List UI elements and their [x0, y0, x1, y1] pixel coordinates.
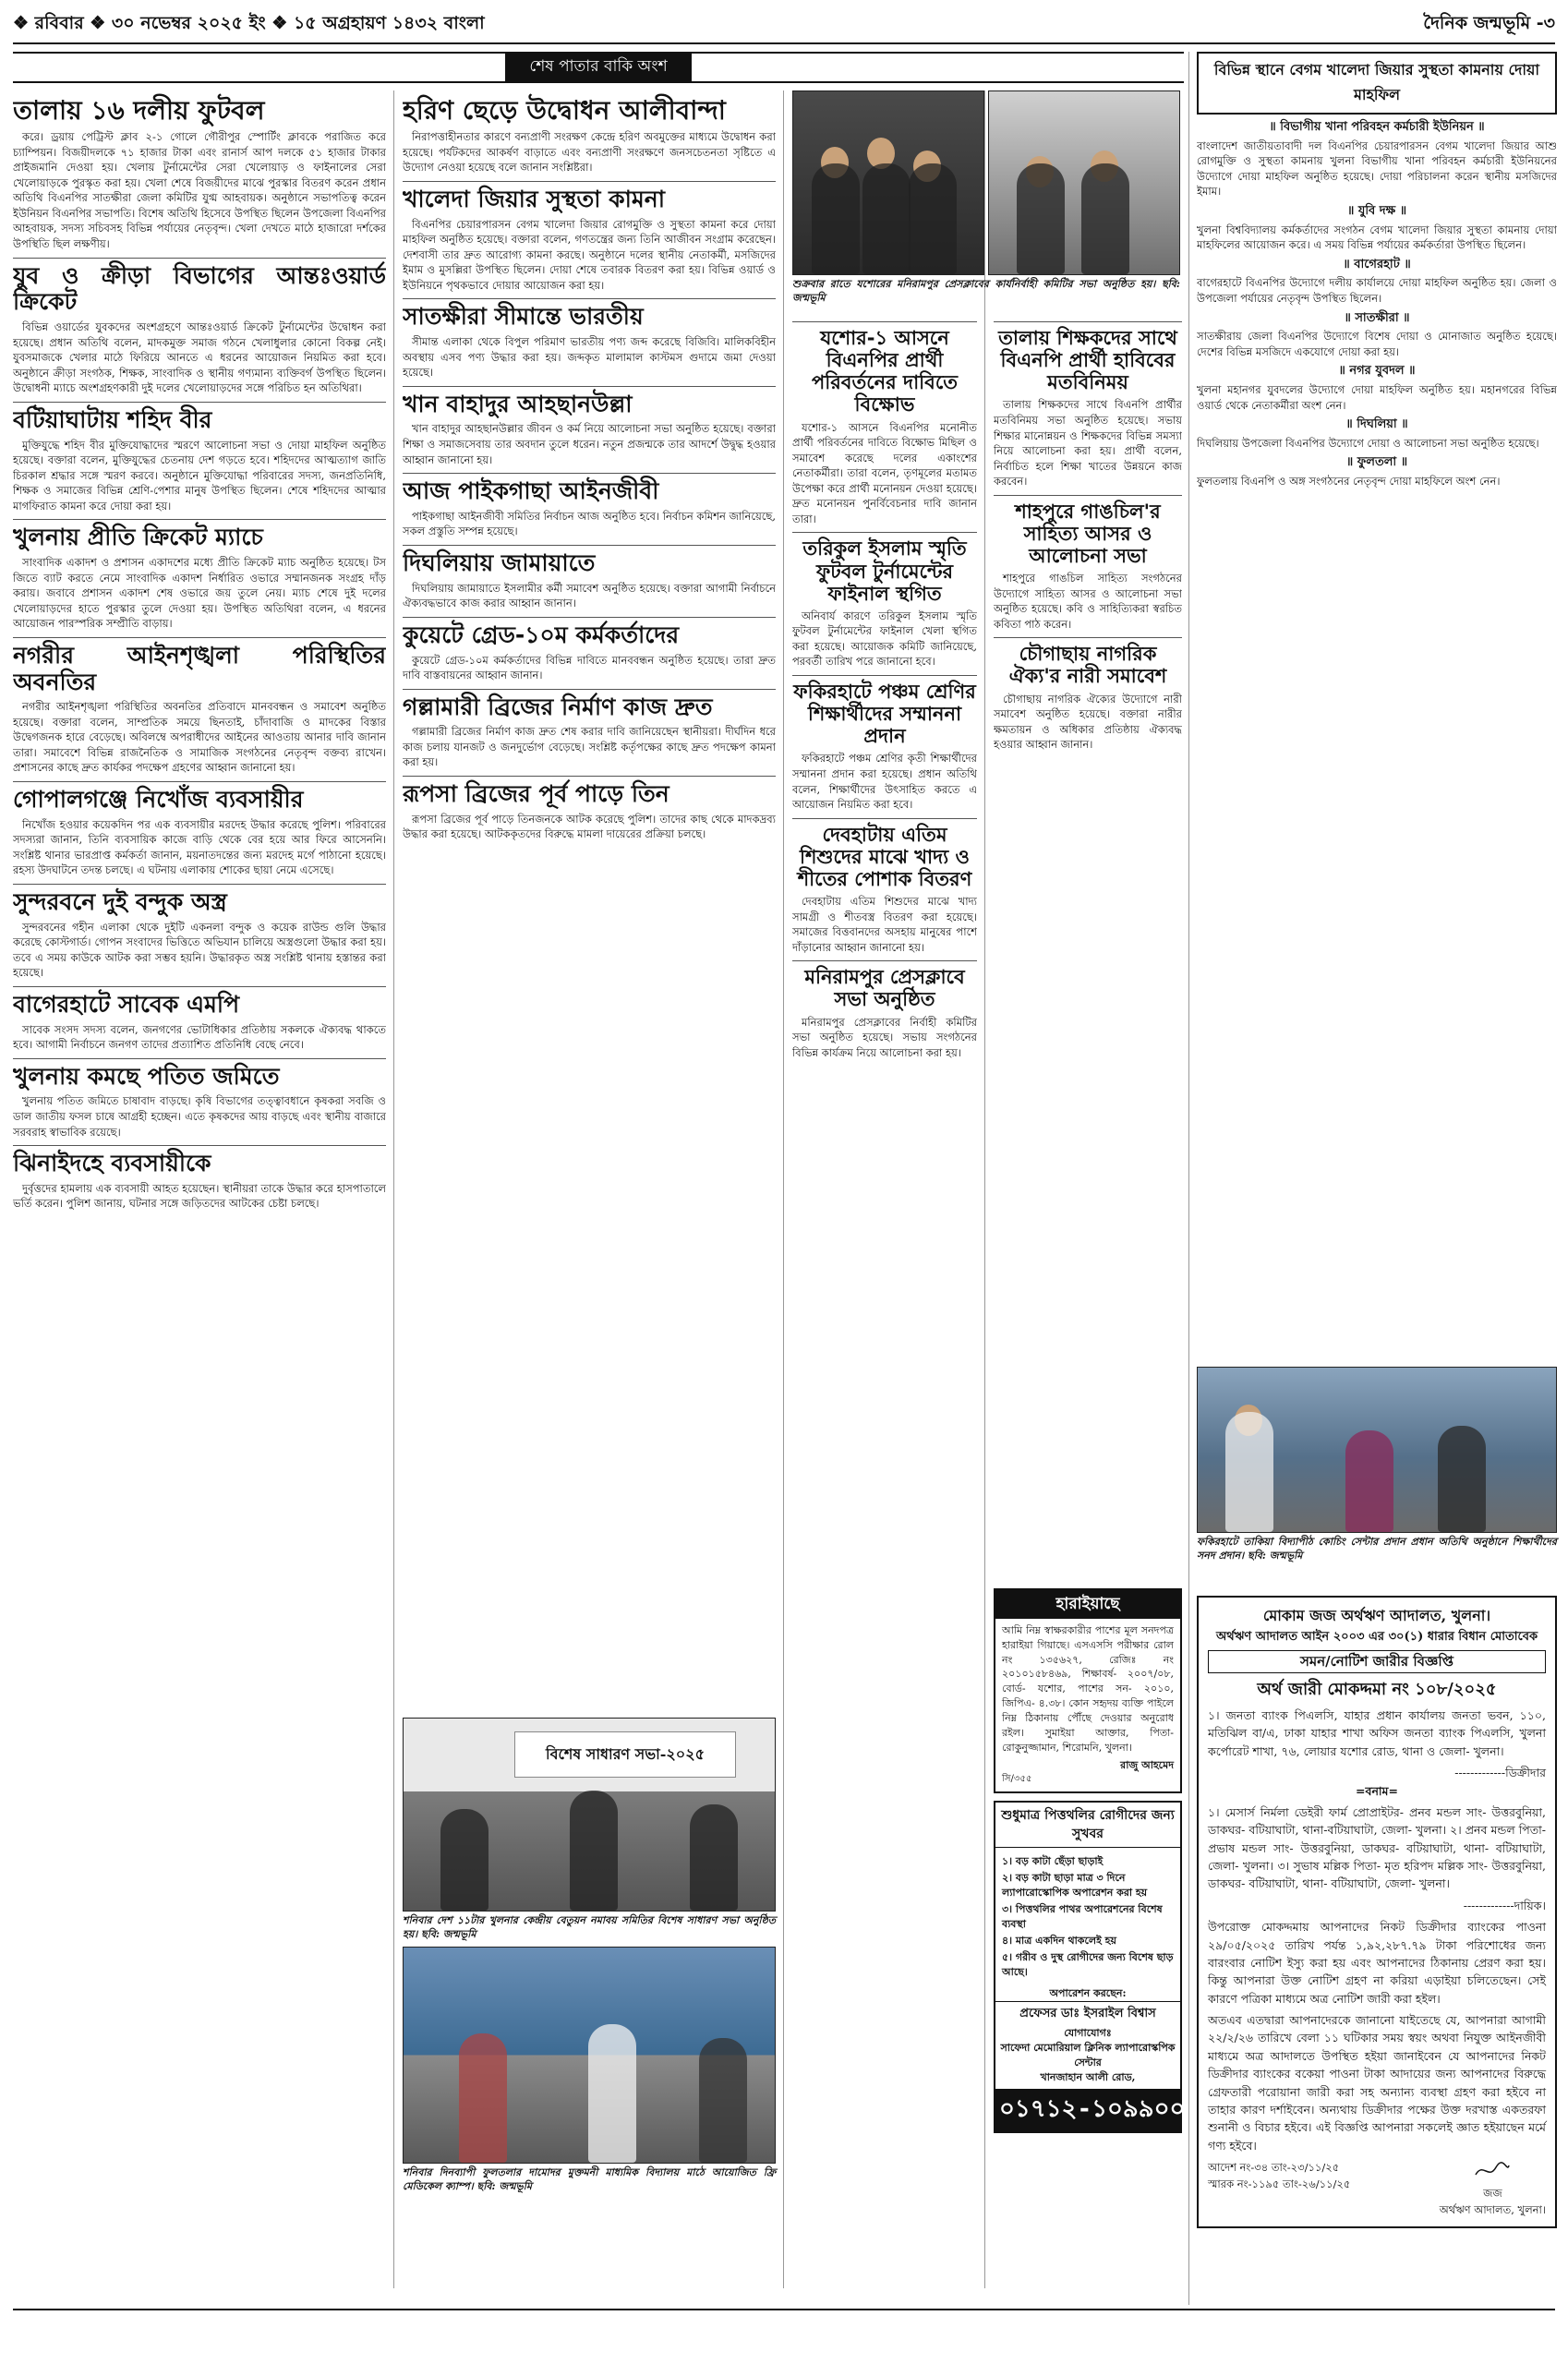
section-body: বাগেরহাটে বিএনপির উদ্যোগে দলীয় কার্যালয়ে দোয়া মাহফিল অনুষ্ঠিত হয়। জেলা ও উপজেলা পর্যায়ের নেতৃবৃন্দ উপস্থিত ছিলেন। [1197, 276, 1557, 305]
meeting-photo [403, 1718, 776, 1912]
lost-code: সি/৩৫৫ [1002, 1774, 1032, 1785]
person-figure [459, 2033, 507, 2163]
headline: মনিরামপুর প্রেসক্লাবে সভা অনুষ্ঠিত [792, 960, 977, 1010]
headline: তরিকুল ইসলাম স্মৃতি ফুটবল টুর্নামেন্টের ফাইনাল স্থগিত [792, 532, 977, 604]
column-3 [792, 316, 977, 2288]
article [403, 298, 776, 380]
article [994, 637, 1182, 752]
section-body: সাতক্ষীরায় জেলা বিএনপির উদ্যোগে বিশেষ দোয়া ও মোনাজাত অনুষ্ঠিত হয়েছে। দেশের বিভিন্ন মসজিদে একযোগে দোয়া করা হয়। [1197, 330, 1557, 358]
headline: তালায় শিক্ষকদের সাথে বিএনপি প্রার্থী হাবিবের মতবিনিময় [994, 321, 1182, 393]
headline: খুলনায় প্রীতি ক্রিকেট ম্যাচে [13, 519, 386, 551]
section-body: দিঘলিয়ায় উপজেলা বিএনপির উদ্যোগে দোয়া ও আলোচনা সভা অনুষ্ঠিত হয়েছে। [1197, 436, 1539, 450]
photo-block [403, 1718, 776, 2198]
headline: আজ পাইকগাছা আইনজীবী [403, 473, 776, 505]
court-notice [1197, 1596, 1557, 2228]
doctor-road: খানজাহান আলী রোড, [1040, 2071, 1136, 2084]
headline: যশোর-১ আসনে বিএনপির প্রার্থী পরিবর্তনের দাবিতে বিক্ষোভ [792, 321, 977, 416]
person-figure [1081, 163, 1129, 274]
person-figure [699, 2038, 747, 2163]
article [13, 781, 386, 878]
right-column-body [1197, 119, 1557, 489]
page-footer-rule [13, 2309, 1555, 2310]
article [13, 637, 386, 776]
photo-caption: শনিবার দেশ ১১টার খুলনার কেন্দ্রীয় বেতুয়ন নমাবয় সমিতির বিশেষ সাধারণ সভা অনুষ্ঠিত হয়। ছবি: জন্মভূমি [403, 1914, 776, 1940]
article [13, 402, 386, 513]
section-subhead: ॥ বাগেরহাট ॥ [1343, 257, 1411, 271]
headline: কুয়েটে গ্রেড-১০ম কর্মকর্তাদের [403, 617, 776, 649]
article-body: সীমান্ত এলাকা থেকে বিপুল পরিমাণ ভারতীয় পণ্য জব্দ করেছে বিজিবি। মালিকবিহীন অবস্থায় এসব পণ্য উদ্ধার করা হয়। জব্দকৃত মালামাল কাস্টমস গুদামে জমা দেওয়া হয়েছে। [403, 335, 776, 380]
article [792, 818, 977, 956]
article-body: সুন্দরবনের গহীন এলাকা থেকে দুইটি একনলা বন্দুক ও কয়েক রাউন্ড গুলি উদ্ধার করেছে কোস্টগার্ড। গোপন সংবাদের ভিত্তিতে অভিযান চালিয়ে অস্ত্রগুলো উদ্ধার করা হয়। তবে এ সময় কাউকে আটক করা সম্ভব হয়নি। উদ্ধারকৃত অস্ত্র সংশ্লিষ্ট থানায় হস্তান্তর করা হয়েছে। [13, 920, 386, 980]
article-body: চৌগাছায় নাগরিক ঐক্যের উদ্যোগে নারী সমাবেশ অনুষ্ঠিত হয়েছে। বক্তারা নারীর ক্ষমতায়ন ও অধিকার প্রতিষ্ঠায় ঐক্যবদ্ধ হওয়ার আহ্বান জানান। [994, 692, 1182, 752]
doctor-ad [994, 1801, 1186, 2133]
headline: তালায় ১৬ দলীয় ফুটবল [13, 95, 265, 126]
headline: যুব ও ক্রীড়া বিভাগের আন্তঃওয়ার্ড ক্রিকেট [13, 258, 386, 317]
article-body: তালায় শিক্ষকদের সাথে বিএনপি প্রার্থীর মতবিনিময় সভা অনুষ্ঠিত হয়েছে। সভায় শিক্ষার মানোন্নয়ন ও শিক্ষকদের বিভিন্ন সমস্যা নিয়ে আলোচনা করা হয়। প্রার্থী বলেন, নির্বাচিত হলে শিক্ষা খাতের উন্নয়নে কাজ করবেন। [994, 398, 1182, 488]
person-figure [588, 2024, 636, 2163]
right-photo-block [1197, 1367, 1557, 1568]
list-item: ৫। গরীব ও দুস্থ রোগীদের জন্য বিশেষ ছাড় আছে। [1002, 1950, 1174, 1978]
column-divider [783, 90, 784, 2288]
masthead-paper: দৈনিক জন্মভূমি -৩ [1423, 13, 1555, 33]
section-banner-label: শেষ পাতার বাকি অংশ [505, 52, 691, 83]
section-subhead: ॥ যুবি দক্ষ ॥ [1346, 203, 1407, 218]
article [13, 986, 386, 1053]
lost-signature: রাজু আহমেদ [1120, 1759, 1174, 1772]
article-body: খান বাহাদুর আহছানউল্লার জীবন ও কর্ম নিয়ে আলোচনা সভা অনুষ্ঠিত হয়েছে। বক্তারা শিক্ষা ও সমাজসেবায় তার অবদান তুলে ধরেন। নতুন প্রজন্মকে তার আদর্শে উদ্বুদ্ধ হওয়ার আহ্বান জানানো হয়। [403, 422, 776, 466]
article-body: নিখোঁজ হওয়ার কয়েকদিন পর এক ব্যবসায়ীর মরদেহ উদ্ধার করেছে পুলিশ। পরিবারের সদস্যরা জানান, তিনি ব্যবসায়িক কাজে বাড়ি থেকে বের হয়ে আর ফিরে আসেননি। সংশ্লিষ্ট থানার ভারপ্রাপ্ত কর্মকর্তা জানান, ময়নাতদন্তের জন্য মরদেহ মর্গে পাঠানো হয়েছে। রহস্য উদঘাটনে তদন্ত চলছে। এ ঘটনায় এলাকায় শোকের ছায়া নেমে এসেছে। [13, 817, 386, 877]
meeting-photo [988, 90, 1180, 275]
person-figure [1345, 1430, 1393, 1532]
masthead [13, 7, 1555, 44]
section-subhead: ॥ সাতক্ষীরা ॥ [1344, 310, 1410, 325]
person-figure [690, 1804, 738, 1911]
court-versus: =বনাম= [1356, 1783, 1398, 1798]
court-notice-type: সমন/নোটিশ জারীর বিজ্ঞপ্তি [1208, 1650, 1546, 1673]
article [13, 1145, 386, 1212]
photo-caption: শনিবার দিনব্যাপী ফুলতলার দামোদর মুক্তমনী মাধ্যমিক বিদ্যালয় মাঠে আয়োজিত ফ্রি মেডিকেল ক্যাম্প। ছবি: জন্মভূমি [403, 2165, 776, 2192]
person-figure [862, 163, 911, 274]
headline: হরিণ ছেড়ে উদ্বোধন আলীবান্দা [403, 95, 726, 126]
article [403, 545, 776, 611]
article [403, 96, 776, 175]
list-item: ৩। পিত্তথলির পাথর অপারেশনের বিশেষ ব্যবস্থা [1002, 1902, 1163, 1930]
article-body: সাংবাদিক একাদশ ও প্রশাসন একাদশের মধ্যে প্রীতি ক্রিকেট ম্যাচ অনুষ্ঠিত হয়েছে। টস জিতে ব্যাট করতে নেমে সাংবাদিক একাদশ নির্ধারিত ওভারে সম্মানজনক সংগ্রহ দাঁড় করায়। জবাবে প্রশাসন একাদশ শেষ ওভারে জয় তুলে নেয়। ম্যাচ শেষে দুই দলের খেলোয়াড়দের হাতে পুরস্কার তুলে দেওয়া হয়। উপস্থিত অতিথিরা বলেন, এ ধরনের আয়োজন পারস্পরিক সম্প্রীতি বাড়ায়। [13, 556, 386, 631]
article [13, 1058, 386, 1140]
article [13, 96, 386, 252]
article-body: অনিবার্য কারণে তরিকুল ইসলাম স্মৃতি ফুটবল টুর্নামেন্টের ফাইনাল খেলা স্থগিত করা হয়েছে। আয়োজক কমিটি জানিয়েছে, পরবর্তী তারিখ পরে জানানো হবে। [792, 609, 977, 669]
lost-title: হারাইয়াছে [995, 1590, 1180, 1619]
doctor-contact-label: যোগাযোগঃ [1064, 2027, 1112, 2040]
column-divider [984, 90, 985, 2288]
article [792, 675, 977, 813]
section-body: বাংলাদেশ জাতীয়তাবাদী দল বিএনপির চেয়ারপারসন বেগম খালেদা জিয়ার আশু রোগমুক্তি ও সুস্থতা কামনায় খুলনা বিভাগীয় খানা পরিবহন কর্মচারী ইউনিয়নের উদ্যোগে দোয়া মাহফিল অনুষ্ঠিত হয়েছে। দোয়া পরিচালনা করেন স্থানীয় মসজিদের ইমাম। [1197, 139, 1557, 199]
person-figure [1225, 1412, 1273, 1532]
headline: গল্লামারী ব্রিজের নির্মাণ কাজ দ্রুত [403, 689, 776, 721]
court-law-line: অর্থঋণ আদালত আইন ২০০৩ এর ৩০(১) ধারার বিধান মোতাবেক [1215, 1629, 1538, 1644]
right-column-headline: বিভিন্ন স্থানে বেগম খালেদা জিয়ার সুস্থতা কামনায় দোয়া মাহফিল [1197, 52, 1557, 115]
section-body: খুলনা মহানগর যুবদলের উদ্যোগে দোয়া মাহফিল অনুষ্ঠিত হয়। মহানগরের বিভিন্ন ওয়ার্ড থেকে নেতাকর্মীরা অংশ নেন। [1197, 383, 1557, 412]
article [792, 960, 977, 1060]
article-body: মুক্তিযুদ্ধে শহিদ বীর মুক্তিযোদ্ধাদের স্মরণে আলোচনা সভা ও দোয়া মাহফিল অনুষ্ঠিত হয়েছে। বক্তারা বলেন, মুক্তিযুদ্ধের চেতনায় দেশ গড়তে হবে। শহিদদের আত্মত্যাগ জাতি চিরকাল শ্রদ্ধার সঙ্গে স্মরণ করবে। অনুষ্ঠানে মুক্তিযোদ্ধা পরিবারের সদস্য, জনপ্রতিনিধি, শিক্ষক ও সমাজের বিভিন্ন শ্রেণি-পেশার মানুষ উপস্থিত ছিলেন। শেষে শহিদদের আত্মার মাগফিরাত কামনা করে দোয়া করা হয়। [13, 438, 386, 513]
list-item: ৪। মাত্র একদিন থাকলেই হয় [1002, 1934, 1116, 1947]
article-body: দেবহাটায় এতিম শিশুদের মাঝে খাদ্য সামগ্রী ও শীতবস্ত্র বিতরণ করা হয়েছে। সমাজের বিত্তবানদের অসহায় মানুষের পাশে দাঁড়ানোর আহ্বান জানানো হয়। [792, 895, 977, 954]
section-body: ফুলতলায় বিএনপি ও অঙ্গ সংগঠনের নেতৃবৃন্দ দোয়া মাহফিলে অংশ নেন। [1197, 475, 1501, 488]
article [13, 258, 386, 396]
column-1 [13, 90, 386, 2288]
person-figure [440, 1809, 488, 1911]
list-item: ১। বড় কাটা ছেঁড়া ছাড়াই [1002, 1855, 1104, 1868]
photo-block [792, 90, 1180, 310]
article [403, 473, 776, 539]
list-item: ২। বড় কাটা ছাড়া মাত্র ৩ দিনে ল্যাপারোস্কোপিক অপারেশন করা হয় [1002, 1872, 1148, 1899]
headline: চৌগাছায় নাগরিক ঐক্য'র নারী সমাবেশ [994, 637, 1182, 687]
column-divider [1188, 52, 1189, 2305]
article [403, 776, 776, 842]
doctor-ad-list [995, 1848, 1180, 1986]
article-body: মনিরামপুর প্রেসক্লাবের নির্বাহী কমিটির সভা অনুষ্ঠিত হয়েছে। সভায় সংগঠনের বিভিন্ন কার্যক্রম নিয়ে আলোচনা করা হয়। [792, 1015, 977, 1059]
article-body: কুয়েটে গ্রেড-১০ম কর্মকর্তাদের বিভিন্ন দাবিতে মানববন্ধন অনুষ্ঠিত হয়েছে। তারা দ্রুত দাবি বাস্তবায়নের আহ্বান জানান। [403, 653, 776, 682]
headline: গোপালগঞ্জে নিখোঁজ ব্যবসায়ীর [13, 781, 386, 814]
headline: শাহপুরে গাঙচিল'র সাহিত্য আসর ও আলোচনা সভা [994, 495, 1182, 567]
court-title: মোকাম জজ অর্থঋণ আদালত, খুলনা। [1262, 1607, 1491, 1624]
section-subhead: ॥ দিঘলিয়া ॥ [1345, 417, 1408, 432]
person-figure [909, 163, 957, 274]
lost-body: আমি নিম্ন স্বাক্ষরকারীর পাশের মূল সনদপত্র হারাইয়া গিয়াছে। এসএসসি পরীক্ষার রোল নং ১৩৫৬২৭, রেজিঃ নং ২০১০১৫৮৪৬৯, শিক্ষাবর্ষ- ২০০৭/০৮, বোর্ড- যশোর, পাশের সন- ২০১০, জিপিএ- ৪.৩৮। কোন সহৃদয় ব্যক্তি পাইলে নিম্ন ঠিকানায় পৌঁছে দেওয়ার অনুরোধ রইল। সুমাইয়া আক্তার, পিতা- রোকুনুজ্জামান, শিরোমনি, খুলনা। [1002, 1623, 1174, 1755]
article-body: নিরাপত্তাহীনতার কারণে বন্যপ্রাণী সংরক্ষণ কেন্দ্রে হরিণ অবমুক্তের মাধ্যমে উদ্বোধন করা হয়েছে। পর্যটকদের আকর্ষণ বাড়াতে এবং বন্যপ্রাণী সংরক্ষণে জনসচেতনতা সৃষ্টিতে এ উদ্যোগ নেওয়া হয়েছে বলে জানান সংশ্লিষ্টরা। [403, 130, 776, 175]
signature-mark-icon [1474, 2160, 1511, 2180]
headline: বটিয়াঘাটায় শহিদ বীর [13, 402, 386, 434]
award-photo [1197, 1367, 1557, 1533]
event-banner: বিশেষ সাধারণ সভা-২০২৫ [514, 1731, 736, 1778]
court-signature [1208, 2160, 1546, 2218]
article [403, 181, 776, 293]
court-case-number: অর্থ জারী মোকদ্দমা নং ১০৮/২০২৫ [1257, 1680, 1497, 1700]
article-body: রূপসা ব্রিজের পূর্ব পাড়ে তিনজনকে আটক করেছে পুলিশ। তাদের কাছ থেকে মাদকদ্রব্য উদ্ধার করা হয়েছে। আটককৃতদের বিরুদ্ধে মামলা দায়েরের প্রক্রিয়া চলছে। [403, 812, 776, 841]
doctor-phone: ০১৭১২-১০৯৯০০ [995, 2089, 1180, 2131]
article-body: করে। ড্রয়ায় পেট্রিস্ট ক্লাব ২-১ গোলে গৌরীপুর স্পোর্টিং ক্লাবকে পরাজিত করে চ্যাম্পিয়ন। বিজয়ীদলকে ৭১ হাজার টাকা এবং রানার্স আপ দলকে ৫১ হাজার টাকার প্রাইজমানি দেওয়া হয়। খেলায় টুর্নামেন্টের সেরা খেলোয়াড় ও ফাইনালের সেরা খেলোয়াড়কে পুরস্কৃত করা হয়। খেলা শেষে বিজয়ীদের মাঝে পুরস্কার বিতরণ করেন প্রধান অতিথি বিএনপির সাতক্ষীরা জেলা কমিটির যুগ্ম আহবায়ক। অনুষ্ঠানে সভাপতিত্ব করেন ইউনিয়ন বিএনপির সভাপতি। বিশেষ অতিথি হিসেবে উপস্থিত ছিলেন উপজেলা বিএনপির আহবায়ক, সদস্য সচিবসহ বিভিন্ন পর্যায়ের নেতৃবৃন্দ। খেলা দেখতে মাঠে হাজারো দর্শকের উপস্থিতি ছিল লক্ষণীয়। [13, 130, 386, 251]
court-plaintiff: ১। জনতা ব্যাংক পিএলসি, যাহার প্রধান কার্যালয় জনতা ভবন, ১১০, মতিঝিল বা/এ, ঢাকা যাহার শাখা অফিস জনতা ব্যাংক পিএলসি, খুলনা কর্পোরেট শাখা, ৭৬, লোয়ার যশোর রোড, থানা ও জেলা- খুলনা। [1208, 1708, 1546, 1758]
court-name: অর্থঋণ আদালত, খুলনা। [1439, 2202, 1546, 2216]
headline: দেবহাটায় এতিম শিশুদের মাঝে খাদ্য ও শীতের পোশাক বিতরণ [792, 818, 977, 890]
article [403, 386, 776, 467]
doctor-ad-title: শুধুমাত্র পিত্তথলির রোগীদের জন্য সুখবর [995, 1803, 1180, 1849]
headline: সাতক্ষীরা সীমান্তে ভারতীয় [403, 298, 776, 331]
article-body: বিএনপির চেয়ারপারসন বেগম খালেদা জিয়ার রোগমুক্তি ও সুস্থতা কামনা করে দোয়া মাহফিল অনুষ্ঠিত হয়েছে। বক্তারা বলেন, গণতন্ত্রের জন্য তিনি আজীবন সংগ্রাম করেছেন। দেশবাসী তার দ্রুত আরোগ্য কামনা করছে। অনুষ্ঠানে দলের স্থানীয় নেতাকর্মী, মসজিদের ইমাম ও মুসল্লিরা উপস্থিত ছিলেন। দোয়া শেষে তবারক বিতরণ করা হয়। বিভিন্ন ওয়ার্ড ও ইউনিয়নে পৃথকভাবে দোয়ার আয়োজন করা হয়। [403, 217, 776, 292]
photo-caption: ফকিরহাটে তাকিয়া বিদ্যাপীঠ কোচিং সেন্টার প্রদান প্রধান অতিথি অনুষ্ঠানে শিক্ষার্থীদের সনদ প্রদান। ছবি: জন্মভূমি [1197, 1536, 1557, 1562]
article [994, 321, 1182, 489]
doctor-clinic: সাফেদা মেমোরিয়াল ক্লিনিক ল্যাপারোস্কপিক সেন্টার [1000, 2042, 1176, 2069]
section-body: খুলনা বিশ্ববিদ্যালয় কর্মকর্তাদের সংগঠন বেগম খালেদা জিয়ার সুস্থতা কামনায় দোয়া মাহফিলের আয়োজন করে। এ সময় বিভিন্ন পর্যায়ের কর্মকর্তারা উপস্থিত ছিলেন। [1197, 223, 1557, 252]
doctor-name: প্রফেসর ডাঃ ইসরাইল বিশ্বাস [995, 2001, 1180, 2027]
headline: সুন্দরবনে দুই বন্দুক অস্ত্র [13, 884, 386, 916]
section-subhead: ॥ নগর যুবদল ॥ [1338, 364, 1416, 379]
lost-notice [994, 1588, 1182, 1793]
article-body: সাবেক সংসদ সদস্য বলেন, জনগণের ভোটাধিকার প্রতিষ্ঠায় সকলকে ঐক্যবদ্ধ থাকতে হবে। আগামী নির্বাচনে জনগণ তাদের প্রত্যাশিত প্রতিনিধি বেছে নেবে। [13, 1022, 386, 1052]
section-subhead: ॥ ফুলতলা ॥ [1345, 455, 1408, 470]
article [403, 689, 776, 770]
column-divider [393, 90, 394, 2288]
article [792, 532, 977, 669]
medical-camp-photo [403, 1947, 776, 2164]
ad-block [994, 1588, 1186, 2133]
person-figure [570, 1791, 618, 1911]
headline: খুলনায় কমছে পতিত জমিতে [13, 1058, 386, 1091]
article-body: ফকিরহাটে পঞ্চম শ্রেণির কৃতী শিক্ষার্থীদের সম্মাননা প্রদান করা হয়েছে। প্রধান অতিথি বলেন, শিক্ষার্থীদের উৎসাহিত করতে এ আয়োজন নিয়মিত করা হবে। [792, 752, 977, 812]
court-paragraph: উপরোক্ত মোকদ্দমায় আপনাদের নিকট ডিক্রীদার ব্যাংকের পাওনা ২৯/০৫/২০২৫ তারিখ পর্যন্ত ১,৯২,২৮৭.৭৯ টাকা পরিশোধের জন্য বারংবার নোটিশ ইস্যু করা হয় এবং আপনাদের ঠিকানায় প্রেরণ করা হয়। কিন্তু আপনারা উক্ত নোটিশ গ্রহণ না করিয়া এড়াইয়া চলিতেছেন। সেই কারণে পত্রিকা মাধ্যমে অত্র নোটিশ জারী করা হইল। [1208, 1920, 1546, 2006]
article-body: পাইকগাছা আইনজীবী সমিতির নির্বাচন আজ অনুষ্ঠিত হবে। নির্বাচন কমিশন জানিয়েছে, সকল প্রস্তুতি সম্পন্ন হয়েছে। [403, 509, 776, 538]
headline: দিঘলিয়ায় জামায়াতে [403, 545, 776, 577]
person-figure [1017, 163, 1065, 274]
court-role: -------------ডিক্রীদার [1454, 1766, 1546, 1780]
article [994, 495, 1182, 633]
masthead-date: ❖ রবিবার ❖ ৩০ নভেম্বর ২০২৫ ইং ❖ ১৫ অগ্রহায়ণ ১৪৩২ বাংলা [13, 13, 485, 33]
court-paragraph: অতএব এতদ্বারা আপনাদেরকে জানানো যাইতেছে যে, আপনারা আগামী ২২/২/২৬ তারিখে বেলা ১১ ঘটিকার সময় স্বয়ং অথবা নিযুক্ত আইনজীবী মাধ্যমে অত্র আদালতে উপস্থিত হইয়া জানাইবেন যে আপনাদের নিকট ডিক্রীদার ব্যাংকের বকেয়া পাওনা টাকা আদায়ের জন্য আপনাদের বিরুদ্ধে গ্রেফতারী পরোয়ানা জারী করা সহ অন্যান্য ব্যবস্থা গ্রহণ করা হইবে না তাহার কারণ দর্শাইবেন। অন্যথায় ডিক্রীদার পক্ষের উক্ত দরখাস্ত একতরফা শুনানী ও বিচার হইবে। এই বিজ্ঞপ্তি আপনারা সকলেই জ্ঞাত হইয়াছেন মর্মে গণ্য হইবে। [1208, 2013, 1546, 2153]
article [13, 519, 386, 631]
group-photo [792, 90, 984, 275]
headline: নগরীর আইনশৃঙ্খলা পরিস্থিতির অবনতির [13, 637, 386, 696]
headline: ঝিনাইদহে ব্যবসায়ীকে [13, 1145, 386, 1177]
headline: ফকিরহাটে পঞ্চম শ্রেণির শিক্ষার্থীদের সম্মাননা প্রদান [792, 675, 977, 747]
article [403, 617, 776, 683]
article-body: বিভিন্ন ওয়ার্ডের যুবকদের অংশগ্রহণে আন্তঃওয়ার্ড ক্রিকেট টুর্নামেন্টের উদ্বোধন করা হয়েছে। প্রধান অতিথি বলেন, মাদকমুক্ত সমাজ গঠনে খেলাধুলার কোনো বিকল্প নেই। যুবসমাজকে খেলার মাঠে ফিরিয়ে আনতে এ ধরনের আয়োজন নিয়মিত করা হবে। অনুষ্ঠানে ক্রীড়া সংগঠক, শিক্ষক, সাংবাদিক ও স্থানীয় গণ্যমান্য ব্যক্তিবর্গ উপস্থিত ছিলেন। উদ্বোধনী ম্যাচে অংশগ্রহণকারী দুই দলের খেলোয়াড়দের সঙ্গে পরিচিত হন অতিথিরা। [13, 320, 386, 395]
doctor-ad-sub: অপারেশন করছেন: [1049, 1986, 1127, 1999]
photo-caption: শুক্রবার রাতে যশোরের মনিরামপুর প্রেসক্লাবের কার্যনির্বাহী কমিটির সভা অনুষ্ঠিত হয়। ছবি: জন্মভূমি [792, 278, 1180, 304]
court-notice-wrap [1197, 1596, 1557, 2228]
article-body: গল্লামারী ব্রিজের নির্মাণ কাজ দ্রুত শেষ করার দাবি জানিয়েছেন স্থানীয়রা। দীর্ঘদিন ধরে কাজ চলায় যানজট ও জনদুর্ভোগ বেড়েছে। সংশ্লিষ্ট কর্তৃপক্ষের কাছে দ্রুত পদক্ষেপ কামনা করা হয়। [403, 725, 776, 769]
court-order-ref: আদেশ নং-৩৪ তাং-২৩/১১/২৫ [1208, 2161, 1340, 2175]
section-subhead: ॥ বিভাগীয় খানা পরিবহন কর্মচারী ইউনিয়ন ॥ [1269, 120, 1485, 134]
court-defendants: ১। মেসার্স নির্মলা ডেইরী ফার্ম প্রোপ্রাইটর- প্রনব মন্ডল সাং- উত্তরবুনিয়া, ডাকঘর- বটিয়াঘাটা, থানা-বটিয়াঘাটা, জেলা- খুলনা। ২। প্রনব মন্ডল পিতা- প্রভাষ মন্ডল সাং- উত্তরবুনিয়া, ডাকঘর- বটিয়াঘাটা, থানা- বটিয়াঘাটা, জেলা- খুলনা। ৩। সুভাষ মল্লিক পিতা- মৃত হরিপদ মল্লিক সাং- উত্তরবুনিয়া, ডাকঘর- বটিয়াঘাটা, থানা- বটিয়াঘাটা, জেলা- খুলনা। [1208, 1804, 1546, 1891]
headline: খালেদা জিয়ার সুস্থতা কামনা [403, 181, 776, 213]
article-body: যশোর-১ আসনে বিএনপির মনোনীত প্রার্থী পরিবর্তনের দাবিতে বিক্ষোভ মিছিল ও সমাবেশ করেছে দলের একাংশের নেতাকর্মীরা। তারা বলেন, তৃণমূলের মতামত উপেক্ষা করে প্রার্থী মনোনয়ন দেওয়া হয়েছে। দ্রুত মনোনয়ন পুনর্বিবেচনার দাবি জানান তারা। [792, 420, 977, 525]
article-body: দুর্বৃত্তদের হামলায় এক ব্যবসায়ী আহত হয়েছেন। স্থানীয়রা তাকে উদ্ধার করে হাসপাতালে ভর্তি করেন। পুলিশ জানায়, ঘটনার সঙ্গে জড়িতদের আটকের চেষ্টা চলছে। [13, 1181, 386, 1211]
article [792, 321, 977, 526]
headline: খান বাহাদুর আহছানউল্লা [403, 386, 776, 418]
person-figure [1438, 1426, 1486, 1532]
court-judge: জজ [1483, 2186, 1502, 2200]
headline: রূপসা ব্রিজের পূর্ব পাড়ে তিন [403, 776, 776, 808]
article-body: খুলনায় পতিত জমিতে চাষাবাদ বাড়ছে। কৃষি বিভাগের তত্ত্বাবধানে কৃষকরা সবজি ও ডাল জাতীয় ফসল চাষে আগ্রহী হচ্ছেন। এতে কৃষকদের আয় বাড়ছে এবং স্থানীয় বাজারে সরবরাহ স্বাভাবিক রয়েছে। [13, 1094, 386, 1139]
article-body: নগরীর আইনশৃঙ্খলা পরিস্থিতির অবনতির প্রতিবাদে মানববন্ধন ও সমাবেশ অনুষ্ঠিত হয়েছে। বক্তারা বলেন, সাম্প্রতিক সময়ে ছিনতাই, চাঁদাবাজি ও মাদকের বিস্তার উদ্বেগজনক হারে বেড়েছে। অবিলম্বে অপরাধীদের আইনের আওতায় আনার দাবি জানান তারা। সমাবেশে বিভিন্ন রাজনৈতিক ও সামাজিক সংগঠনের নেতৃবৃন্দ বক্তব্য রাখেন। প্রশাসনের কাছে দ্রুত কার্যকর পদক্ষেপ গ্রহণের আহ্বান জানানো হয়। [13, 700, 386, 775]
court-memo-ref: স্মারক নং-১১৯৫ তাং-২৬/১১/২৫ [1208, 2177, 1351, 2190]
person-figure [812, 163, 860, 274]
headline: বাগেরহাটে সাবেক এমপি [13, 986, 386, 1019]
article [13, 884, 386, 981]
court-role: -------------দায়িক। [1463, 1898, 1546, 1912]
article-body: দিঘলিয়ায় জামায়াতে ইসলামীর কর্মী সমাবেশ অনুষ্ঠিত হয়েছে। বক্তারা আগামী নির্বাচনে ঐক্যবদ্ধভাবে কাজ করার আহ্বান জানান। [403, 581, 776, 610]
section-banner [13, 52, 1184, 83]
article-body: শাহপুরে গাঙচিল সাহিত্য সংগঠনের উদ্যোগে সাহিত্য আসর ও আলোচনা সভা অনুষ্ঠিত হয়েছে। কবি ও সাহিত্যিকরা স্বরচিত কবিতা পাঠ করেন। [994, 572, 1182, 631]
